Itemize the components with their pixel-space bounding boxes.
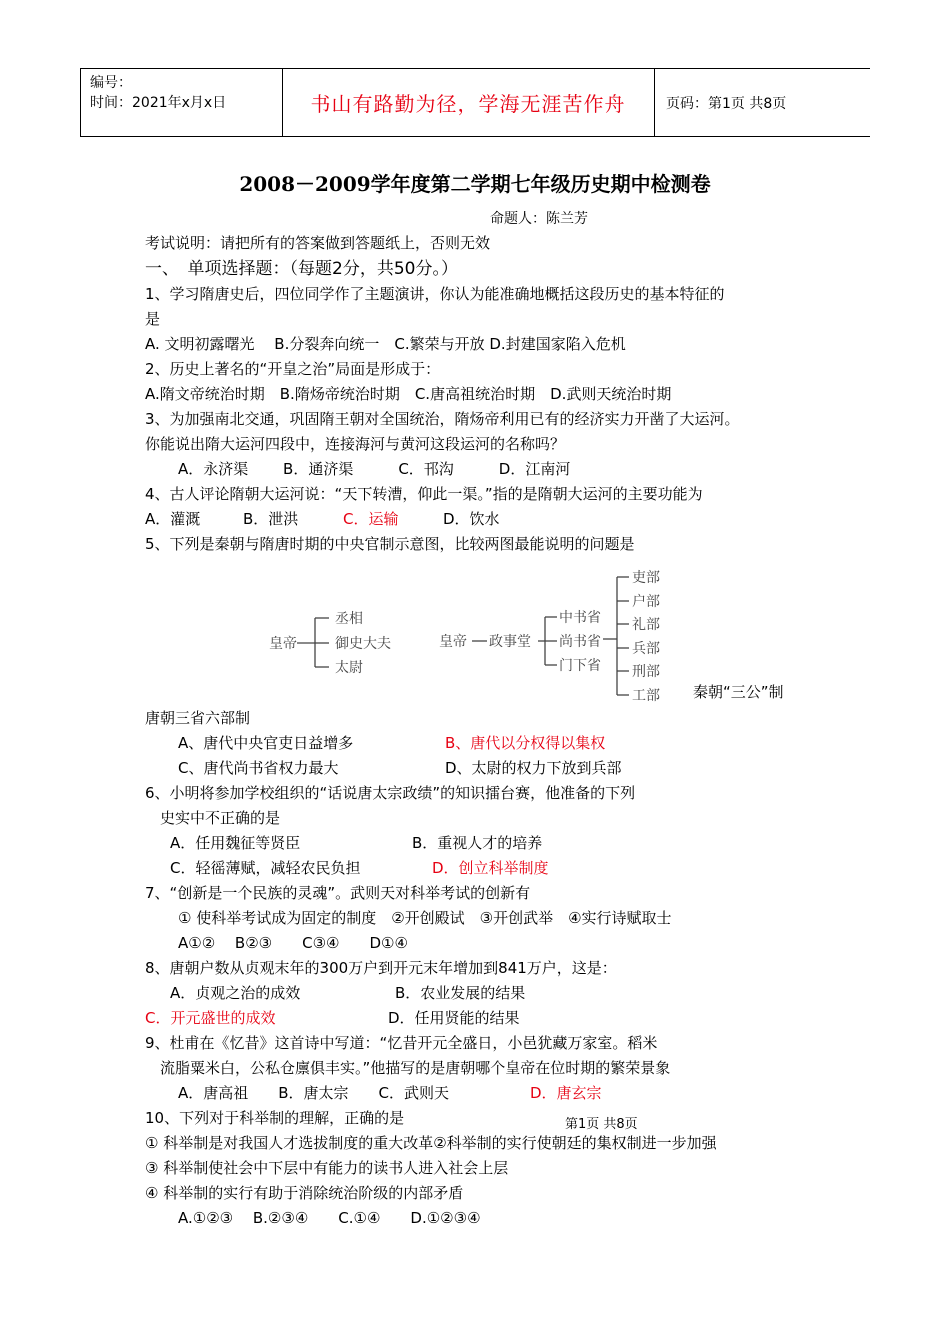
- tang-dept: 尚书省: [559, 634, 601, 650]
- q3-stem: 3、为加强南北交通，巩固隋王朝对全国统治，隋炀帝利用已有的经济实力开凿了大运河。: [145, 410, 740, 428]
- page-footer: 第1页 共8页: [565, 1117, 638, 1132]
- tang-ministry: 吏部: [632, 570, 660, 586]
- tang-hall: 政事堂: [489, 634, 531, 650]
- q3-options: A．永济渠 B．通济渠 C．邗沟 D．江南河: [178, 460, 571, 478]
- q4-option-d: D．饮水: [443, 510, 500, 528]
- q8-option-b: B．农业发展的结果: [395, 984, 526, 1002]
- q6-stem-cont: 史实中不正确的是: [160, 809, 281, 827]
- q6-stem: 6、小明将参加学校组织的“话说唐太宗政绩”的知识擂台赛，他准备的下列: [145, 784, 636, 802]
- tang-dept: 门下省: [559, 658, 601, 674]
- page-title: 2008－2009学年度第二学期七年级历史期中检测卷: [239, 172, 711, 196]
- q4-stem: 4、古人评论隋朝大运河说：“天下转漕，仰此一渠。”指的是隋朝大运河的主要功能为: [145, 485, 703, 503]
- q10-item: ④ 科举制的实行有助于消除统治阶级的内部矛盾: [145, 1184, 464, 1202]
- time-label: 时间：2021年x月x日: [90, 95, 227, 111]
- header-table: [80, 68, 870, 137]
- tang-dept: 中书省: [559, 610, 601, 626]
- q5-option-b: B、唐代以分权得以集权: [445, 734, 606, 752]
- header-left-cell: [90, 73, 226, 113]
- q6-option-b: B．重视人才的培养: [412, 834, 543, 852]
- q1-stem: 1、学习隋唐史后，四位同学作了主题演讲，你认为能准确地概括这段历史的基本特征的: [145, 285, 725, 303]
- qin-official: 丞相: [335, 611, 363, 627]
- qin-official: 太尉: [335, 660, 363, 676]
- q4-option-a: A．灌溉: [145, 510, 201, 528]
- q4-option-c: C．运输: [343, 510, 399, 528]
- q9-option-d: D．唐玄宗: [530, 1084, 602, 1102]
- instructions: 考试说明：请把所有的答案做到答题纸上，否则无效: [145, 234, 491, 252]
- number-label: 编号：: [90, 75, 132, 91]
- author: 命题人：陈兰芳: [490, 211, 588, 227]
- qin-emperor: 皇帝: [269, 636, 297, 652]
- q7-options: A①② B②③ C③④ D①④: [178, 934, 408, 952]
- section-heading: 一、 单项选择题：（每题2分，共50分。）: [145, 259, 458, 279]
- q7-stem: 7、“创新是一个民族的灵魂”。武则天对科举考试的创新有: [145, 884, 531, 902]
- q9-stem-cont: 流脂粟米白，公私仓廪俱丰实。”他描写的是唐朝哪个皇帝在位时期的繁荣景象: [160, 1059, 671, 1077]
- government-structure-diagram: [255, 565, 695, 705]
- q7-items: ① 使科举考试成为固定的制度 ②开创殿试 ③开创武举 ④实行诗赋取士: [178, 909, 672, 927]
- q1-stem-cont: 是: [145, 310, 161, 328]
- q1-options: A. 文明初露曙光 B.分裂奔向统一 C.繁荣与开放 D.封建国家陷入危机: [145, 335, 626, 353]
- q10-stem: 10、下列对于科举制的理解，正确的是: [145, 1109, 405, 1127]
- header-border-left: [80, 69, 81, 136]
- q9-stem: 9、杜甫在《忆昔》这首诗中写道：“忆昔开元全盛日，小邑犹藏万家室。稻米: [145, 1034, 658, 1052]
- q8-option-d: D．任用贤能的结果: [388, 1009, 520, 1027]
- q6-option-a: A．任用魏征等贤臣: [170, 834, 301, 852]
- q8-stem: 8、唐朝户数从贞观末年的300万户到开元末年增加到841万户，这是：: [145, 959, 617, 977]
- q5-option-d: D、太尉的权力下放到兵部: [445, 759, 622, 777]
- q10-item: ③ 科举制使社会中下层中有能力的读书人进入社会上层: [145, 1159, 509, 1177]
- tang-ministry: 兵部: [632, 641, 660, 657]
- q4-option-b: B．泄洪: [243, 510, 299, 528]
- q5-caption-qin: 秦朝“三公”制: [693, 683, 784, 701]
- q6-option-d: D．创立科举制度: [432, 859, 549, 877]
- q5-caption-tang: 唐朝三省六部制: [145, 709, 251, 727]
- q2-stem: 2、历史上著名的“开皇之治”局面是形成于：: [145, 360, 441, 378]
- page-info: 页码：第1页 共8页: [666, 95, 787, 112]
- q5-option-c: C、唐代尚书省权力最大: [178, 759, 339, 777]
- q8-option-c: C．开元盛世的成效: [145, 1009, 276, 1027]
- motto: 书山有路勤为径，学海无涯苦作舟: [310, 92, 626, 116]
- q3-stem-cont: 你能说出隋大运河四段中，连接海河与黄河这段运河的名称吗？: [145, 435, 566, 453]
- q5-stem: 5、下列是秦朝与隋唐时期的中央官制示意图，比较两图最能说明的问题是: [145, 535, 635, 553]
- q6-option-c: C．轻徭薄赋，减轻农民负担: [170, 859, 361, 877]
- tang-emperor: 皇帝: [439, 634, 467, 650]
- q9-options: A．唐高祖 B．唐太宗 C．武则天: [178, 1084, 450, 1102]
- tang-ministry: 工部: [632, 688, 660, 704]
- q10-item: ① 科举制是对我国人才选拔制度的重大改革②科举制的实行使朝廷的集权制进一步加强: [145, 1134, 717, 1152]
- tang-ministry: 礼部: [632, 617, 660, 633]
- header-divider-2: [654, 69, 655, 136]
- qin-official: 御史大夫: [335, 636, 391, 652]
- q8-option-a: A．贞观之治的成效: [170, 984, 301, 1002]
- tang-ministry: 刑部: [632, 664, 660, 680]
- q2-options: A.隋文帝统治时期 B.隋炀帝统治时期 C.唐高祖统治时期 D.武则天统治时期: [145, 385, 672, 403]
- q5-option-a: A、唐代中央官吏日益增多: [178, 734, 354, 752]
- tang-ministry: 户部: [632, 594, 660, 610]
- q10-options: A.①②③ B.②③④ C.①④ D.①②③④: [178, 1209, 481, 1227]
